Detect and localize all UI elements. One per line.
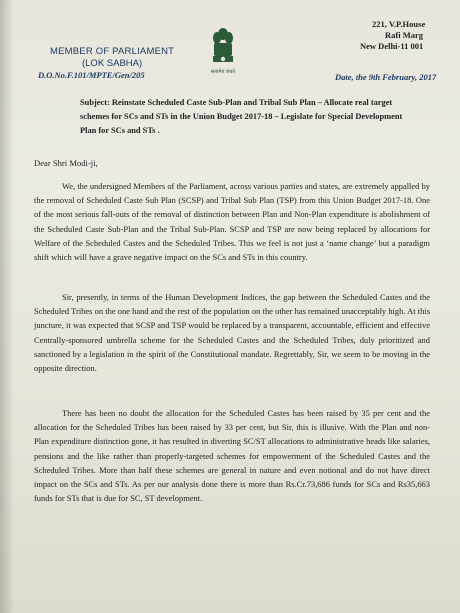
national-emblem-icon [210,26,236,78]
paragraph: We, the undersigned Members of the Parliament, across various parties and states, are extremely appalled by the removal of Scheduled Caste Sub Plan (SCSP) and Tribal Sub Plan (TSP) from this Union Budget 2017-18. One of the most serious fall-outs of the removal of distinction between Plan and Non-Plan expenditure is abolishment of the Scheduled Caste Sub-Plan and the Tribal Sub-Plan. SCSP and TSP are now being replaced by allocations for Welfare of the Scheduled Castes and the Scheduled Tribes. This we feel is not just a ‘name change’ but a paradigm shift which will have a grave negative impact on the SCs and STs in this country. [34,181,430,263]
address-line-2: Rafi Marg [385,30,424,40]
page-shadow [0,0,14,613]
letter-subject: Subject: Reinstate Scheduled Caste Sub-Plan and Tribal Sub Plan – Allocate real target schemes for SCs and STs in the Union Budget 2017-18 – Legislate for Special Development Plan for SCs and STs . [80,98,403,135]
sender-address [360,19,425,52]
paragraph: There has been no doubt the allocation for the Scheduled Castes has been raised by 35 per cent and the allocation for the Scheduled Tribes has been raised by 33 per cent, but Sir, this is illusive. With the Plan and non-Plan expenditure distinction gone, it has resulted in diverting SC/ST allocations to administrative heads like salaries, pensions and the like rather than properly-targeted schemes for empowerment of the Scheduled Castes and the Scheduled Tribes. More than half these schemes are general in nature and even notional and do not have direct impact on the SCs and STs. As per our analysis done there is more than Rs.Cr.73,686 funds for SCs and Rs35,663 funds for STs that is due for SC, ST development. [34,408,430,504]
salutation: Dear Shri Modi-ji, [34,158,98,168]
emblem-motto: सत्यमेव जयते [210,69,236,75]
paragraph: Sir, presently, in terms of the Human Development Indices, the gap between the Scheduled Castes and the Scheduled Tribes on the one hand and the rest of the population on the other has remained unacceptably high. At this juncture, it was expected that SCSP and TSP would be replaced by a transparent, accountable, efficient and effective Centrally-sponsored umbrella scheme for the Scheduled Castes and the Scheduled Tribes, duly prioritized and sanctioned by a legislation in the spirit of the Constitutional mandate. Regrettably, Sir, we seem to be moving in the opposite direction. [34,292,430,374]
letterhead-title [50,46,174,70]
letter-date: Date, the 9th February, 2017 [335,72,437,82]
reference-number: D.O.No.F.101/MPTE/Gen/205 [38,70,145,80]
mp-title: MEMBER OF PARLIAMENT [50,46,175,57]
address-line-1: 221, V.P.House [372,19,426,29]
address-line-3: New Delhi-11 001 [360,41,424,51]
house-name: (LOK SABHA) [81,58,143,69]
